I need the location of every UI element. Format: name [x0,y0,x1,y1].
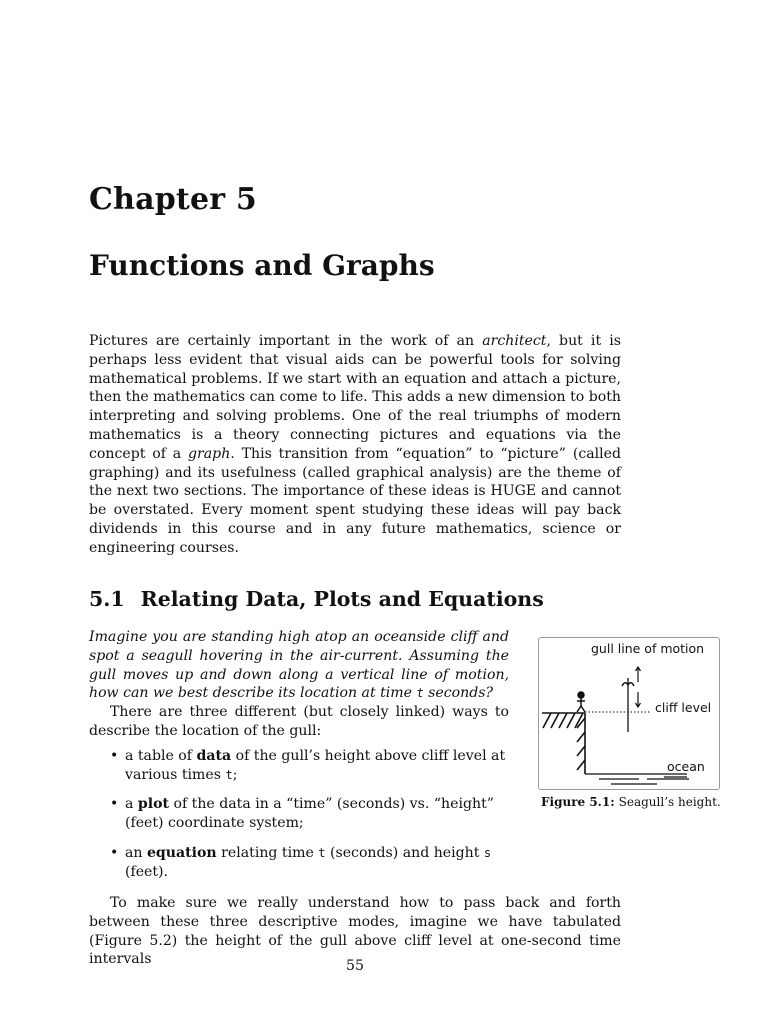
person-icon [577,692,585,712]
scenario-text: seconds? [423,685,494,702]
list-text: (feet). [125,863,169,880]
chapter-title: Functions and Graphs [89,249,435,282]
list-item [89,795,509,833]
intro-text: . This transition from “equation” to “picture” (called graphing) and its usefulness (called graphical analysis) are the theme of the next two sections. The importance of these ideas is HUGE and cannot be overstated. Every moment spent studying these ideas will pay back dividends in this course and in any future mathematics, science or engineering courses. [89,445,621,556]
list-item [89,747,509,785]
label-gull-line-of-motion: gull line of motion [591,641,705,656]
list-text: of the gull’s height above cliff level at various times [125,747,506,783]
intro-paragraph [89,332,621,558]
bullet-dot: • [110,844,119,861]
variable-t: t [225,767,233,782]
list-text: of the data in a “time” (seconds) vs. “height” (feet) coordinate system; [125,796,494,832]
chapter-number: Chapter 5 [89,182,257,217]
intro-text: Pictures are certainly important in the work of an [89,333,483,349]
list-text: an [125,844,147,861]
label-cliff-level: cliff level [655,700,712,715]
list-text: (seconds) and height [325,844,484,861]
lead-paragraph: There are three different (but closely linked) ways to describe the location of the gull: [89,704,509,739]
intro-emphasis: graph [188,445,231,462]
bullet-dot: • [110,796,119,813]
caption-text: Seagull’s height. [618,795,721,809]
list-text: a [125,796,138,813]
scenario-paragraph [89,628,509,703]
closing-paragraph: To make sure we really understand how to pass back and forth between these three descriptive modes, imagine we have tabulated (Figure 5.2) the height of the gull above cliff level at one-second time intervals [89,895,621,968]
label-ocean: ocean [667,759,705,774]
page-number: 55 [346,958,364,974]
list-keyword: data [196,747,232,764]
variable-s: s [483,845,492,860]
section-number: 5.1 [89,587,125,611]
list-keyword: plot [137,796,170,813]
list-item [89,844,509,882]
scenario-text: Imagine you are standing high atop an oceanside cliff and spot a seagull hovering in the air-current. Assuming the gull moves up and down along a vertical line of motion, how can we best describe its location at time [89,629,509,702]
section-body [89,628,509,893]
bullet-list [89,747,509,882]
list-text: a table of [125,747,197,764]
ocean-surface [585,774,689,784]
caption-number: Figure 5.1: [541,795,615,809]
down-arrow-icon [636,692,641,707]
section-title: Relating Data, Plots and Equations [140,587,544,611]
figure-caption [541,795,721,809]
variable-t: t [318,845,326,860]
intro-text: , but it is perhaps less evident that visual aids can be powerful tools for solving mathematical problems. If we start with an equation and attach a picture, then the mathematics can come to life. This adds a new dimension to both interpreting and solving problems. One of the real triumphs of modern mathematics is a theory connecting pictures and equations via the concept of a [89,333,621,462]
intro-emphasis: architect [482,333,547,349]
bullet-dot: • [110,747,119,764]
list-keyword: equation [146,844,217,861]
list-text: relating time [216,844,319,861]
variable-t: t [416,686,424,701]
seagull-figure [538,637,720,790]
section-heading [89,587,544,611]
up-arrow-icon [636,667,641,682]
list-text: ; [232,766,238,783]
